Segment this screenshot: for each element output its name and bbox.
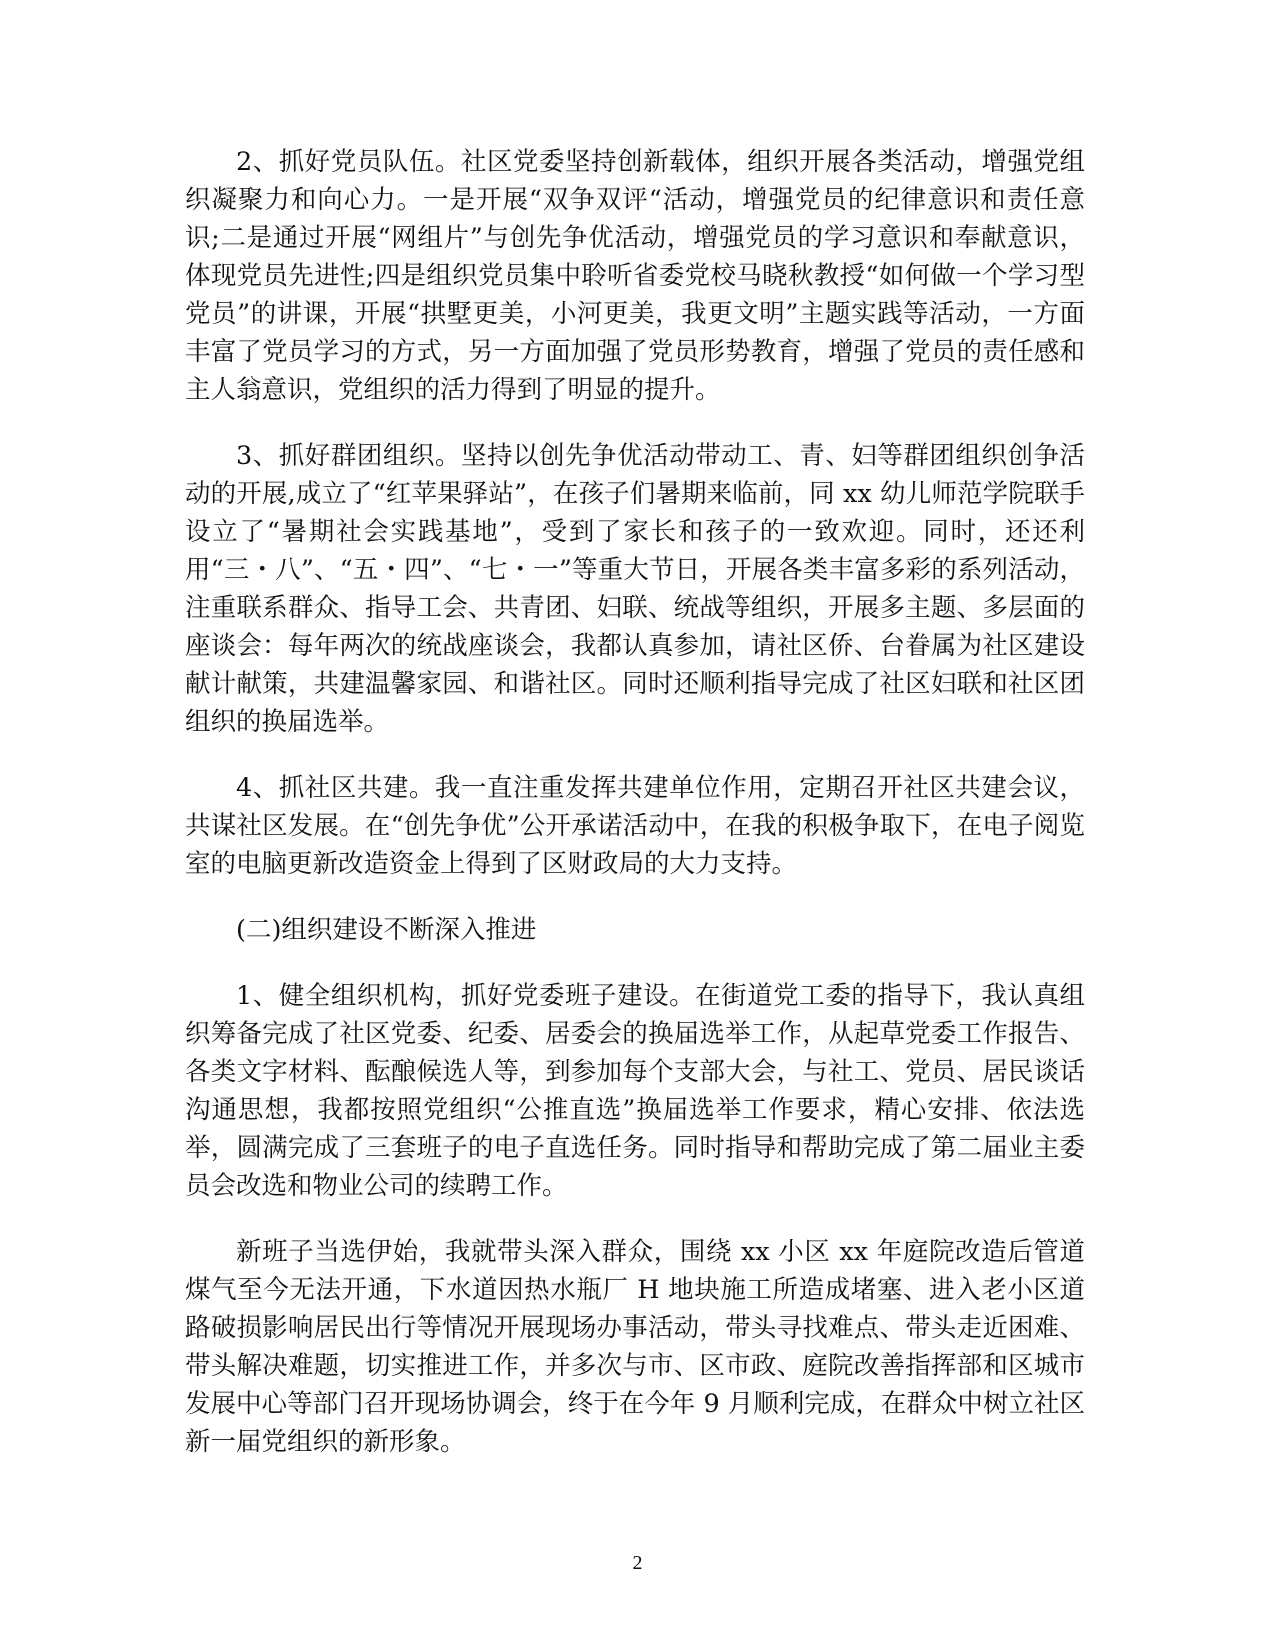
paragraph-new-team: 新班子当选伊始，我就带头深入群众，围绕 xx 小区 xx 年庭院改造后管道煤气至今无法开通，下水道因热水瓶厂 H 地块施工所造成堵塞、进入老小区道路破损影响居民出行等情况开展现场办事活动，带头寻找难点、带头走近困难、带头解决难题，切实推进工作，并多次与市、区市政、庭院改善指挥部和区城市发展中心等部门召开现场协调会，终于在今年 9 月顺利完成，在群众中树立社区新一届党组织的新形象。 [185,1237,1085,1457]
page-number: 2 [632,1552,643,1574]
document-body [185,143,1085,1489]
section-heading-organization-building: (二)组织建设不断深入推进 [236,915,537,945]
paragraph-party-members: 2、抓好党员队伍。社区党委坚持创新载体，组织开展各类活动，增强党组织凝聚力和向心力。一是开展“双争双评“活动，增强党员的纪律意识和责任意识;二是通过开展“网组片”与创先争优活动，增强党员的学习意识和奉献意识，体现党员先进性;四是组织党员集中聆听省委党校马晓秋教授“如何做一个学习型党员”的讲课，开展“拱墅更美，小河更美，我更文明”主题实践等活动，一方面丰富了党员学习的方式，另一方面加强了党员形势教育，增强了党员的责任感和主人翁意识，党组织的活力得到了明显的提升。 [185,147,1085,405]
paragraph-mass-organizations: 3、抓好群团组织。坚持以创先争优活动带动工、青、妇等群团组织创争活动的开展,成立了“红苹果驿站”，在孩子们暑期来临前，同 xx 幼儿师范学院联手设立了“暑期社会实践基地”，受到了家长和孩子的一致欢迎。同时，还还利用“三・八”、“五・四”、“七・一”等重大节日，开展各类丰富多彩的系列活动，注重联系群众、指导工会、共青团、妇联、统战等组织，开展多主题、多层面的座谈会：每年两次的统战座谈会，我都认真参加，请社区侨、台眷属为社区建设献计献策，共建温馨家园、和谐社区。同时还顺利指导完成了社区妇联和社区团组织的换届选举。 [185,441,1085,737]
paragraph-organization-structure: 1、健全组织机构，抓好党委班子建设。在街道党工委的指导下，我认真组织筹备完成了社区党委、纪委、居委会的换届选举工作，从起草党委工作报告、各类文字材料、酝酿候选人等，到参加每个支部大会，与社工、党员、居民谈话沟通思想，我都按照党组织“公推直选”换届选举工作要求，精心安排、依法选举，圆满完成了三套班子的电子直选任务。同时指导和帮助完成了第二届业主委员会改选和物业公司的续聘工作。 [185,981,1085,1201]
paragraph-community-co-building: 4、抓社区共建。我一直注重发挥共建单位作用，定期召开社区共建会议，共谋社区发展。在“创先争优”公开承诺活动中，在我的积极争取下，在电子阅览室的电脑更新改造资金上得到了区财政局的大力支持。 [185,773,1085,879]
